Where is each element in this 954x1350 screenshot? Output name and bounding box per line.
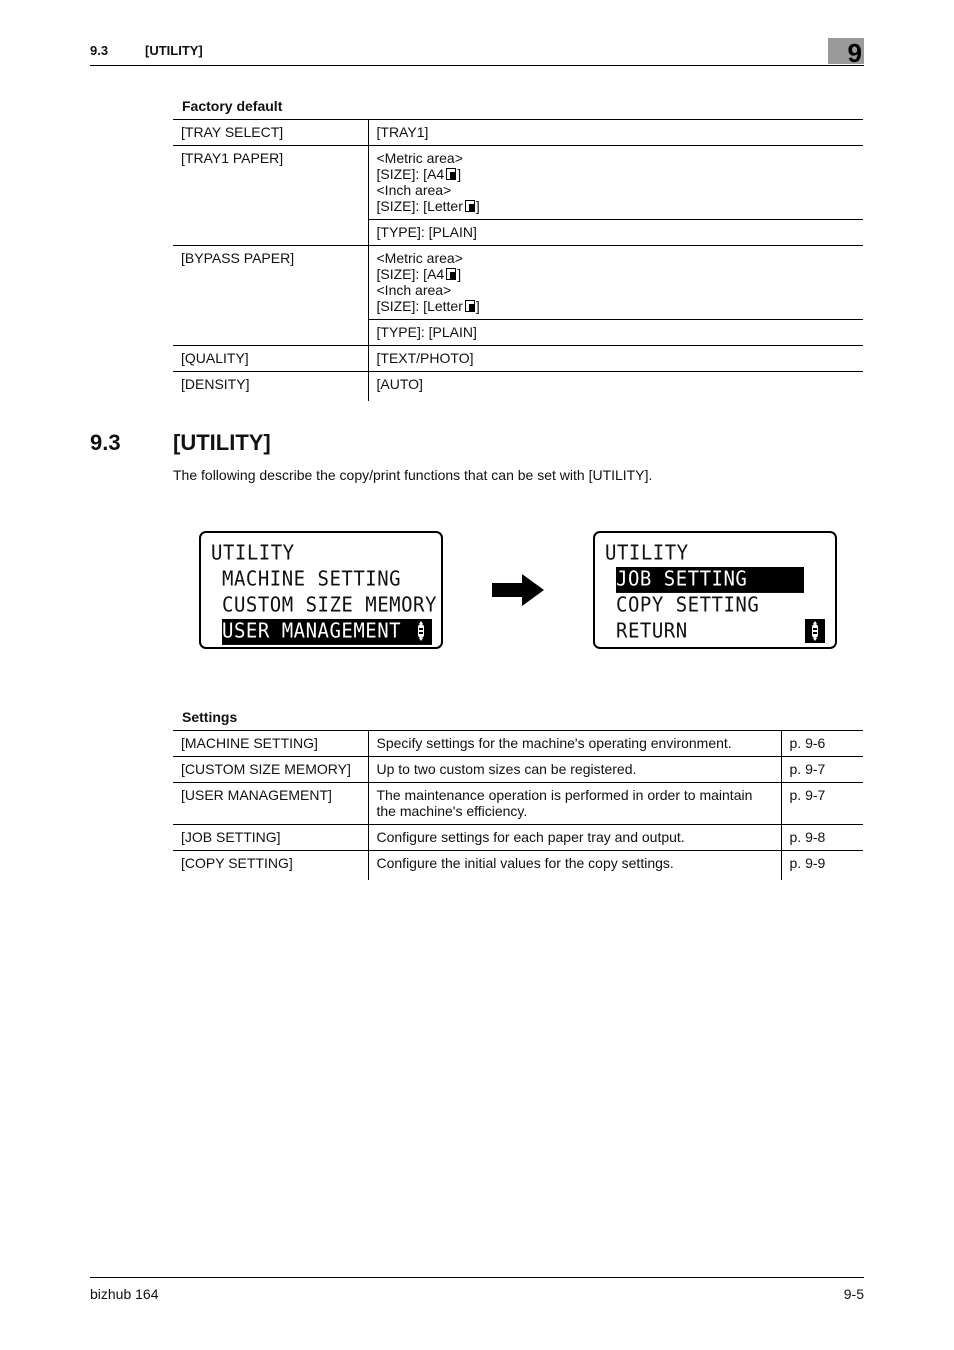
factory-default-table <box>173 119 863 401</box>
factory-default-label: Factory default <box>182 98 283 114</box>
table-cell: [BYPASS PAPER] <box>173 246 368 346</box>
table-cell: [DENSITY] <box>173 372 368 402</box>
header-section-number: 9.3 <box>90 43 109 58</box>
table-cell: [TYPE]: [PLAIN] <box>368 220 863 246</box>
table-cell: [COPY SETTING] <box>173 851 368 881</box>
table-cell: The maintenance operation is performed in order to maintain the machine's efficiency. <box>368 783 781 825</box>
table-cell: [TRAY1 PAPER] <box>173 146 368 246</box>
scroll-indicator-icon <box>411 619 431 643</box>
lcd-line-title: UTILITY <box>605 541 689 565</box>
table-cell <box>368 246 863 320</box>
table-row <box>173 346 863 372</box>
lcd-line: COPY SETTING <box>616 593 760 617</box>
inch-area-label: <Inch area> <box>376 182 452 198</box>
section-intro: The following describe the copy/print functions that can be set with [UTILITY]. <box>173 467 653 483</box>
table-cell: [TRAY1] <box>368 120 863 146</box>
page-reference: p. 9-7 <box>781 757 863 783</box>
settings-label: Settings <box>182 709 238 725</box>
paper-orientation-icon <box>446 168 456 180</box>
paper-orientation-icon <box>465 300 475 312</box>
bracket-text: ] <box>475 298 480 314</box>
table-cell: [CUSTOM SIZE MEMORY] <box>173 757 368 783</box>
metric-area-label: <Metric area> <box>376 150 463 166</box>
page-header <box>90 38 864 68</box>
table-row <box>173 120 863 146</box>
footer-product-name: bizhub 164 <box>90 1286 159 1302</box>
table-row <box>173 246 863 320</box>
scroll-indicator-icon <box>805 619 825 643</box>
right-arrow-icon <box>492 574 544 606</box>
lcd-line: MACHINE SETTING <box>222 567 402 591</box>
table-cell: [JOB SETTING] <box>173 825 368 851</box>
inch-area-label: <Inch area> <box>376 282 452 298</box>
lcd-line: CUSTOM SIZE MEMORY <box>222 593 437 617</box>
lcd-line-selected: USER MANAGEMENT <box>222 619 432 645</box>
table-cell: [TYPE]: [PLAIN] <box>368 320 863 346</box>
table-cell: [AUTO] <box>368 372 863 402</box>
page-reference: p. 9-9 <box>781 851 863 881</box>
paper-orientation-icon <box>465 200 475 212</box>
table-cell: [TRAY SELECT] <box>173 120 368 146</box>
bracket-text: ] <box>457 266 462 282</box>
size-line <box>377 298 856 314</box>
table-cell <box>368 146 863 220</box>
table-row <box>173 372 863 402</box>
table-row <box>173 731 863 757</box>
metric-area-label: <Metric area> <box>376 250 463 266</box>
paper-orientation-icon <box>446 268 456 280</box>
size-line <box>377 166 856 182</box>
footer-page-number: 9-5 <box>843 1286 864 1302</box>
size-text: [SIZE]: [A4 <box>376 166 445 182</box>
size-line <box>377 198 856 214</box>
settings-table <box>173 730 863 880</box>
header-section-title: [UTILITY] <box>145 43 203 58</box>
page-reference: p. 9-8 <box>781 825 863 851</box>
section-title: [UTILITY] <box>173 430 271 455</box>
size-text: [SIZE]: [Letter <box>376 298 463 314</box>
table-cell: Configure the initial values for the copy settings. <box>368 851 781 881</box>
section-number: 9.3 <box>90 430 121 455</box>
bracket-text: ] <box>457 166 462 182</box>
table-row <box>173 783 863 825</box>
page-footer <box>90 1277 864 1307</box>
table-cell: Specify settings for the machine's operating environment. <box>368 731 781 757</box>
page-reference: p. 9-7 <box>781 783 863 825</box>
table-cell: Configure settings for each paper tray and output. <box>368 825 781 851</box>
page-reference: p. 9-6 <box>781 731 863 757</box>
table-cell: [MACHINE SETTING] <box>173 731 368 757</box>
chapter-number: 9 <box>847 38 862 68</box>
table-cell: [QUALITY] <box>173 346 368 372</box>
lcd-line: RETURN <box>616 619 688 643</box>
table-row <box>173 146 863 220</box>
table-row <box>173 757 863 783</box>
table-cell: [TEXT/PHOTO] <box>368 346 863 372</box>
lcd-line-title: UTILITY <box>211 541 295 565</box>
table-cell: [USER MANAGEMENT] <box>173 783 368 825</box>
table-cell: Up to two custom sizes can be registered. <box>368 757 781 783</box>
size-text: [SIZE]: [A4 <box>376 266 445 282</box>
table-row <box>173 825 863 851</box>
lcd-screen-after <box>593 531 837 649</box>
size-line <box>377 266 856 282</box>
size-text: [SIZE]: [Letter <box>376 198 463 214</box>
table-row <box>173 851 863 881</box>
bracket-text: ] <box>475 198 480 214</box>
lcd-line-selected: JOB SETTING <box>616 567 804 593</box>
lcd-screen-before <box>199 531 443 649</box>
